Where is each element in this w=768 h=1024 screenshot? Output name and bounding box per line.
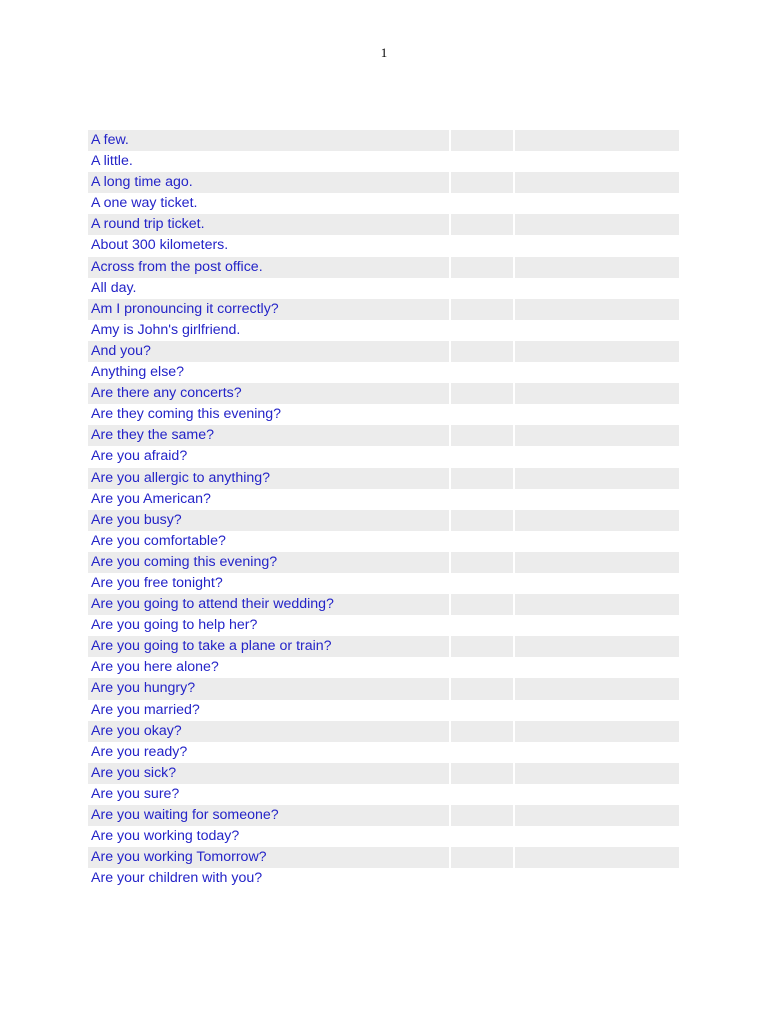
table-row — [88, 657, 679, 678]
empty-cell — [451, 721, 513, 742]
phrase-cell: Are you hungry? — [88, 678, 449, 699]
phrase-cell: Are your children with you? — [91, 870, 263, 887]
table-row — [88, 868, 679, 889]
table-row — [88, 151, 679, 172]
empty-cell — [515, 468, 679, 489]
phrase-cell: And you? — [88, 341, 449, 362]
table-row — [88, 573, 679, 594]
table-row — [88, 847, 679, 868]
phrase-cell: Anything else? — [91, 364, 185, 381]
table-row — [88, 784, 679, 805]
empty-cell — [515, 172, 679, 193]
phrase-cell: A one way ticket. — [91, 195, 198, 212]
empty-cell — [451, 468, 513, 489]
table-row — [88, 594, 679, 615]
empty-cell — [451, 278, 513, 299]
empty-cell — [515, 805, 679, 826]
empty-cell — [451, 151, 513, 172]
page-number: 1 — [380, 45, 388, 60]
empty-cell — [515, 721, 679, 742]
table-row — [88, 763, 679, 784]
empty-cell — [515, 425, 679, 446]
phrase-cell: A few. — [88, 130, 449, 151]
empty-cell — [451, 172, 513, 193]
empty-cell — [515, 510, 679, 531]
empty-cell — [451, 531, 513, 552]
empty-cell — [451, 805, 513, 826]
empty-cell — [515, 257, 679, 278]
empty-cell — [515, 299, 679, 320]
empty-cell — [451, 214, 513, 235]
phrase-cell: About 300 kilometers. — [91, 237, 229, 254]
empty-cell — [515, 320, 679, 341]
empty-cell — [515, 636, 679, 657]
empty-cell — [451, 510, 513, 531]
empty-cell — [451, 784, 513, 805]
empty-cell — [515, 763, 679, 784]
empty-cell — [515, 700, 679, 721]
empty-cell — [451, 868, 513, 889]
empty-cell — [451, 678, 513, 699]
table-row — [88, 446, 679, 467]
empty-cell — [515, 615, 679, 636]
empty-cell — [451, 383, 513, 404]
empty-cell — [515, 404, 679, 425]
table-row — [88, 636, 679, 657]
phrase-cell: Are you sure? — [91, 785, 180, 802]
empty-cell — [451, 425, 513, 446]
table-row — [88, 678, 679, 699]
empty-cell — [515, 235, 679, 256]
empty-cell — [515, 383, 679, 404]
empty-cell — [515, 130, 679, 151]
phrase-table — [88, 130, 679, 889]
table-row — [88, 172, 679, 193]
empty-cell — [515, 489, 679, 510]
empty-cell — [451, 594, 513, 615]
empty-cell — [451, 193, 513, 214]
empty-cell — [515, 784, 679, 805]
table-row — [88, 489, 679, 510]
phrase-cell: All day. — [91, 279, 137, 296]
table-row — [88, 193, 679, 214]
table-row — [88, 383, 679, 404]
empty-cell — [515, 742, 679, 763]
phrase-cell: Are you working Tomorrow? — [88, 847, 449, 868]
table-row — [88, 468, 679, 489]
phrase-cell: Are you going to help her? — [91, 617, 258, 634]
empty-cell — [451, 700, 513, 721]
table-row — [88, 721, 679, 742]
empty-cell — [451, 826, 513, 847]
empty-cell — [515, 341, 679, 362]
empty-cell — [451, 573, 513, 594]
empty-cell — [451, 130, 513, 151]
phrase-cell: Are you ready? — [91, 743, 188, 760]
empty-cell — [515, 868, 679, 889]
table-row — [88, 341, 679, 362]
table-row — [88, 700, 679, 721]
table-row — [88, 805, 679, 826]
table-row — [88, 299, 679, 320]
phrase-cell: Are you busy? — [88, 510, 449, 531]
empty-cell — [515, 151, 679, 172]
phrase-cell: Are you okay? — [88, 721, 449, 742]
empty-cell — [451, 299, 513, 320]
table-row — [88, 615, 679, 636]
table-row — [88, 214, 679, 235]
empty-cell — [451, 847, 513, 868]
phrase-cell: Are you coming this evening? — [88, 552, 449, 573]
empty-cell — [515, 552, 679, 573]
empty-cell — [451, 615, 513, 636]
table-row — [88, 235, 679, 256]
phrase-cell: Am I pronouncing it correctly? — [88, 299, 449, 320]
empty-cell — [515, 657, 679, 678]
phrase-cell: A little. — [91, 153, 133, 170]
empty-cell — [451, 362, 513, 383]
empty-cell — [451, 341, 513, 362]
phrase-cell: Are you married? — [91, 701, 200, 718]
empty-cell — [515, 573, 679, 594]
empty-cell — [515, 214, 679, 235]
phrase-cell: A long time ago. — [88, 172, 449, 193]
empty-cell — [451, 636, 513, 657]
empty-cell — [515, 847, 679, 868]
empty-cell — [451, 763, 513, 784]
empty-cell — [515, 594, 679, 615]
table-row — [88, 742, 679, 763]
table-row — [88, 826, 679, 847]
empty-cell — [515, 826, 679, 847]
table-row — [88, 278, 679, 299]
phrase-cell: Are you comfortable? — [91, 532, 226, 549]
phrase-cell: Are you American? — [91, 490, 211, 507]
phrase-cell: Are you waiting for someone? — [88, 805, 449, 826]
phrase-cell: Are they the same? — [88, 425, 449, 446]
phrase-cell: Are you here alone? — [91, 659, 219, 676]
empty-cell — [515, 531, 679, 552]
empty-cell — [451, 742, 513, 763]
phrase-cell: A round trip ticket. — [88, 214, 449, 235]
phrase-cell: Are there any concerts? — [88, 383, 449, 404]
empty-cell — [451, 257, 513, 278]
empty-cell — [515, 362, 679, 383]
empty-cell — [451, 320, 513, 341]
table-row — [88, 130, 679, 151]
empty-cell — [451, 657, 513, 678]
phrase-cell: Across from the post office. — [88, 257, 449, 278]
empty-cell — [515, 278, 679, 299]
phrase-cell: Amy is John's girlfriend. — [91, 321, 241, 338]
phrase-cell: Are you allergic to anything? — [88, 468, 449, 489]
phrase-cell: Are you working today? — [91, 828, 240, 845]
empty-cell — [451, 446, 513, 467]
phrase-cell: Are they coming this evening? — [91, 406, 282, 423]
phrase-cell: Are you going to attend their wedding? — [88, 594, 449, 615]
table-row — [88, 552, 679, 573]
phrase-cell: Are you sick? — [88, 763, 449, 784]
table-row — [88, 425, 679, 446]
phrase-cell: Are you free tonight? — [91, 574, 223, 591]
table-row — [88, 320, 679, 341]
empty-cell — [515, 446, 679, 467]
empty-cell — [451, 404, 513, 425]
empty-cell — [451, 489, 513, 510]
table-row — [88, 531, 679, 552]
empty-cell — [451, 235, 513, 256]
table-row — [88, 404, 679, 425]
table-row — [88, 510, 679, 531]
phrase-cell: Are you going to take a plane or train? — [88, 636, 449, 657]
table-row — [88, 362, 679, 383]
empty-cell — [515, 678, 679, 699]
table-row — [88, 257, 679, 278]
empty-cell — [515, 193, 679, 214]
phrase-cell: Are you afraid? — [91, 448, 188, 465]
empty-cell — [451, 552, 513, 573]
